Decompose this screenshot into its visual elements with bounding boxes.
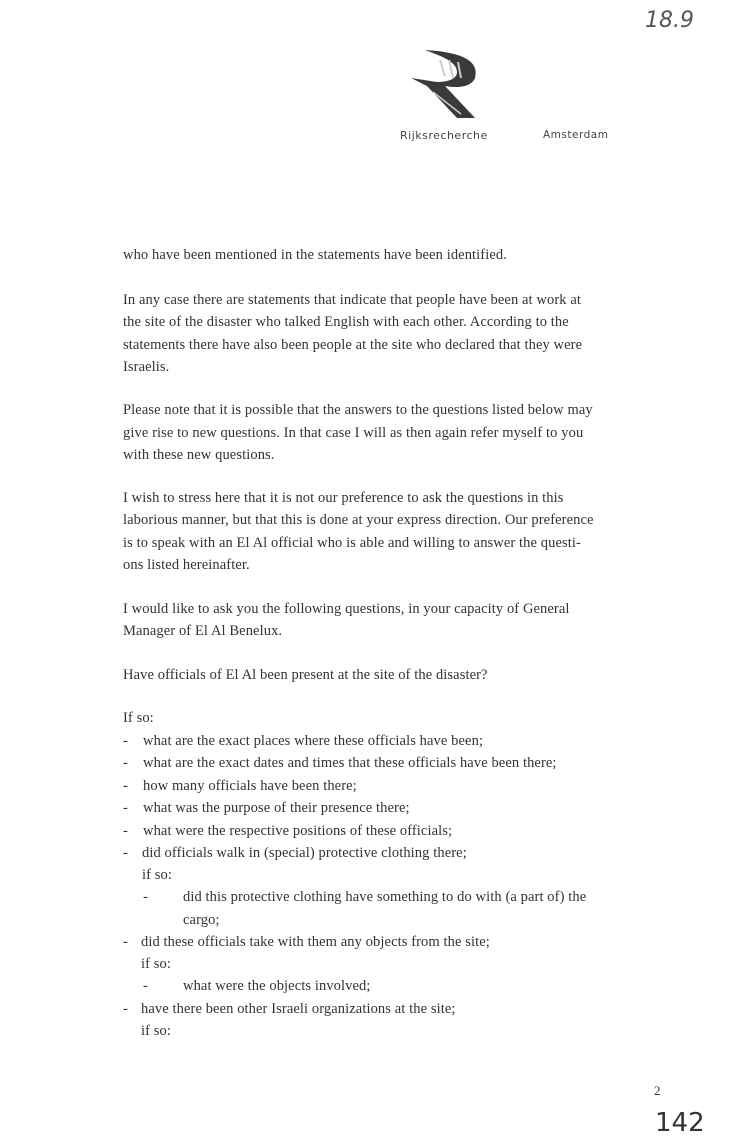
paragraph-line: ons listed hereinafter. <box>123 557 250 573</box>
bullet-dash: - <box>123 800 128 816</box>
paragraph-line: laborious manner, but that this is done at your express direction. Our preference <box>123 512 594 528</box>
sub-bullet-item-continued: cargo; <box>183 912 220 928</box>
bullet-item: what are the exact dates and times that these officials have been there; <box>143 755 557 771</box>
sub-if-so-label: if so: <box>141 956 172 972</box>
bullet-dash: - <box>123 778 128 794</box>
paragraph-line: I wish to stress here that it is not our preference to ask the questions in this <box>123 490 564 506</box>
sub-if-so-label: if so: <box>141 1023 172 1039</box>
bullet-dash: - <box>123 733 128 749</box>
bullet-item: what were the respective positions of these officials; <box>143 823 453 839</box>
bullet-dash: - <box>123 934 128 950</box>
paragraph-line: with these new questions. <box>123 447 275 463</box>
paragraph-line: who have been mentioned in the statements have been identified. <box>123 247 507 263</box>
bullet-item: have there been other Israeli organizations at the site; <box>141 1001 456 1017</box>
paragraph-line: statements there have also been people at the site who declared that they were <box>123 337 583 353</box>
paragraph-line: In any case there are statements that indicate that people have been at work at <box>123 292 582 308</box>
page-number: 2 <box>654 1083 661 1098</box>
paragraph-line: is to speak with an El Al official who is able and willing to answer the questi- <box>123 535 581 551</box>
bullet-item: did officials walk in (special) protective clothing there; <box>142 845 467 861</box>
rijksrecherche-logo <box>405 48 485 120</box>
sub-if-so-label: if so: <box>142 867 173 883</box>
question: Have officials of El Al been present at the site of the disaster? <box>123 667 488 683</box>
bullet-item: did these officials take with them any objects from the site; <box>141 934 490 950</box>
organization-name: Rijksrecherche <box>400 129 488 142</box>
bullet-item: what are the exact places where these officials have been; <box>143 733 484 749</box>
if-so-label: If so: <box>123 710 154 726</box>
bullet-dash: - <box>143 889 148 905</box>
bullet-item: how many officials have been there; <box>143 778 357 794</box>
bullet-item: what was the purpose of their presence there; <box>143 800 410 816</box>
paragraph-line: Manager of El Al Benelux. <box>123 623 283 639</box>
bullet-dash: - <box>123 1001 128 1017</box>
sub-bullet-item: did this protective clothing have something to do with (a part of) the <box>183 889 587 905</box>
paragraph-line: give rise to new questions. In that case I will as then again refer myself to you <box>123 425 584 441</box>
bullet-dash: - <box>123 845 128 861</box>
handwritten-page-number: 142 <box>655 1108 705 1138</box>
bullet-dash: - <box>123 755 128 771</box>
handwritten-reference: 18.9 <box>645 8 694 33</box>
location-name: Amsterdam <box>543 129 609 141</box>
paragraph-line: Please note that it is possible that the answers to the questions listed below may <box>123 402 593 418</box>
bullet-dash: - <box>143 978 148 994</box>
bullet-dash: - <box>123 823 128 839</box>
paragraph-line: Israelis. <box>123 359 170 375</box>
paragraph-line: I would like to ask you the following questions, in your capacity of General <box>123 601 570 617</box>
sub-bullet-item: what were the objects involved; <box>183 978 371 994</box>
paragraph-line: the site of the disaster who talked English with each other. According to the <box>123 314 569 330</box>
